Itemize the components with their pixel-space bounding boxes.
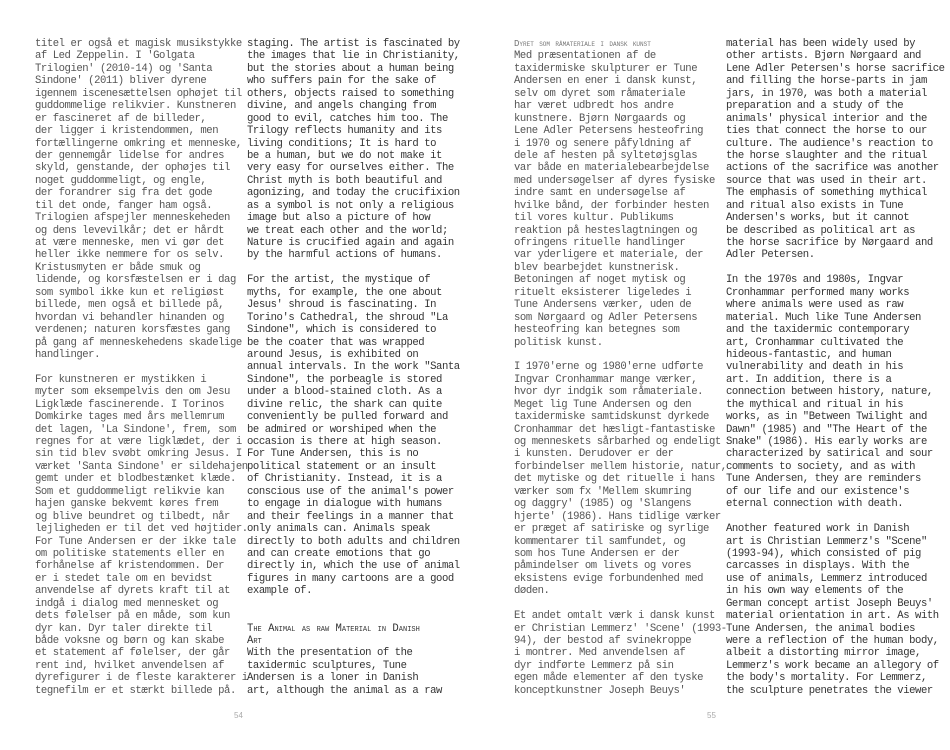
paragraph xyxy=(514,50,724,349)
text-line: Lene Adler Petersens hesteofring xyxy=(514,125,704,138)
text-line: egen måde elementer af den tyske xyxy=(514,672,704,685)
text-line: konceptkunstner Joseph Beuys' xyxy=(514,684,686,697)
text-line: Trilogy reflects humanity and its xyxy=(247,125,442,138)
text-line: Kristusmyten er både smuk og xyxy=(35,261,201,274)
text-line: material has been widely used by xyxy=(726,38,916,50)
text-line: der ligger i kristendommen, men xyxy=(35,125,219,138)
text-line: we treat each other and the world; xyxy=(247,224,448,237)
text-line: hesteofring kan betegnes som xyxy=(514,324,680,337)
text-line: lidende, og korsfæstelsen er i dag xyxy=(35,274,236,287)
paragraph xyxy=(247,38,462,262)
text-line: occasion is there at high season. xyxy=(247,436,442,448)
text-line: under a blood-stained cloth. As a xyxy=(247,386,442,399)
text-line: use of animals, Lemmerz introduced xyxy=(726,572,927,585)
text-line: Tune Andersens værker, uden de xyxy=(514,299,692,312)
text-line: Andersen en ener i dansk kunst, xyxy=(514,75,698,88)
text-line: påmindelser om livets og vores xyxy=(514,560,692,573)
text-line: verdenen; naturen korsfæstes gang xyxy=(35,324,230,337)
text-line: other artists. Bjørn Nørgaard and xyxy=(726,50,921,63)
text-line: eternal connection with death. xyxy=(726,498,904,511)
text-line: i kunsten. Derudover er der xyxy=(514,448,674,461)
column-4-english xyxy=(726,38,945,697)
text-line: divine, and angels changing from xyxy=(247,100,437,113)
text-line: of Christianity. Instead, it is a xyxy=(247,473,442,486)
text-line: dele af hesten på syltetøjsglas xyxy=(514,149,698,162)
text-line: myter som eksempelvis den om Jesu xyxy=(35,386,230,399)
text-line: i montrer. Med anvendelsen af xyxy=(514,647,686,660)
text-line: in his own way elements of the xyxy=(726,585,904,598)
text-line: har været udbredt hos andre xyxy=(514,100,674,113)
text-line: tegnefilm er et stærkt billede på. xyxy=(35,684,236,697)
text-line: be a human, but we do not make it xyxy=(247,149,442,162)
text-line: annual intervals. In the work "Santa xyxy=(247,361,460,374)
text-line: Domkirke tages med års mellemrum xyxy=(35,411,225,424)
text-line: taxidermic sculptures, Tune xyxy=(247,659,407,672)
text-line: political statement or an insult xyxy=(247,460,437,473)
text-line: The emphasis of something mythical xyxy=(726,187,927,200)
text-line: albeit a distorting mirror image, xyxy=(726,647,921,660)
paragraph xyxy=(514,610,727,697)
text-line: af Led Zeppelin. I 'Golgata xyxy=(35,50,195,63)
text-line: Andersen is a loner in Danish xyxy=(247,672,419,685)
text-line: where animals were used as raw xyxy=(726,299,904,312)
text-line: det mytiske og det rituelle i hans xyxy=(514,473,715,486)
text-line: 94), der bestod af svinekroppe xyxy=(514,635,692,647)
text-line: hajen ganske bekvemt køres frem xyxy=(35,498,219,511)
text-line: I 1970'erne og 1980'erne udførte xyxy=(514,361,704,374)
column-1-danish xyxy=(35,38,248,697)
text-line: Adler Petersen. xyxy=(726,249,815,262)
text-line: hvilke bånd, der forbinder hesten xyxy=(514,199,709,212)
text-line: example of. xyxy=(247,585,312,598)
text-line: forbindelser mellem historie, natur, xyxy=(514,460,727,473)
text-line: regnes for at være ligklædet, der i xyxy=(35,436,242,448)
text-line: politisk kunst. xyxy=(514,336,603,349)
text-line: som hos Tune Andersen er der xyxy=(514,547,680,560)
text-line: source that was used in their art. xyxy=(726,174,927,187)
text-line: For Tune Andersen er der ikke tale xyxy=(35,535,236,548)
text-line: både voksne og børn og kan skabe xyxy=(35,635,225,647)
text-line: dyrefigurer i de fleste karakterer i xyxy=(35,672,248,685)
paragraph-spacer xyxy=(514,349,724,361)
paragraph xyxy=(514,361,727,598)
text-line: staging. The artist is fascinated by xyxy=(247,38,460,50)
text-line: og dens levevilkår; det er hårdt xyxy=(35,224,225,237)
text-line: dets følelser på en måde, som kun xyxy=(35,610,230,623)
text-line: For Tune Andersen, this is no xyxy=(247,448,419,461)
text-line: anvendelse af dyrets kraft til at xyxy=(35,585,230,598)
text-line: works, as in "Between Twilight and xyxy=(726,411,927,424)
text-line: er præget af satiriske og syrlige xyxy=(514,523,709,536)
text-line: who suffers pain for the sake of xyxy=(247,75,437,88)
text-line: very easy for ourselves either. The xyxy=(247,162,454,175)
text-line: billede, men også et billede på, xyxy=(35,299,225,312)
text-line: lejligheden er til det ved højtider. xyxy=(35,523,248,536)
text-line: figures in many cartoons are a good xyxy=(247,572,454,585)
text-line: good to evil, catches him too. The xyxy=(247,112,448,125)
page-number-right: 55 xyxy=(707,711,716,720)
text-line: the body's mortality. For Lemmerz, xyxy=(726,672,927,685)
text-line: Trilogien' (2010-14) og 'Santa xyxy=(35,62,213,75)
text-line: and the taxidermic contemporary xyxy=(726,324,910,337)
text-line: og daggry' (1985) og 'Slangens xyxy=(514,498,692,511)
text-line: et statement af følelser, der går xyxy=(35,647,230,660)
text-line: Cronhammar det hæsligt-fantastiske xyxy=(514,423,715,436)
text-line: kommentarer til samfundet, og xyxy=(514,535,686,548)
paragraph xyxy=(726,38,945,262)
text-line: art is Christian Lemmerz's "Scene" xyxy=(726,535,927,548)
text-line: Et andet omtalt værk i dansk kunst xyxy=(514,610,715,623)
text-line: taxidermiske samtidskunst dyrkede xyxy=(514,411,709,424)
text-line: er Christian Lemmerz' 'Scene' (1993- xyxy=(514,622,727,635)
text-line: vulnerability and death in his xyxy=(726,361,904,374)
text-line: be admired or worshiped when the xyxy=(247,423,437,436)
text-line: Cronhammar performed many works xyxy=(726,286,910,299)
paragraph xyxy=(35,373,248,697)
text-line: Lene Adler Petersen's horse sacrifice xyxy=(726,62,945,75)
paragraph xyxy=(247,647,462,697)
section-heading: Art xyxy=(247,635,262,648)
text-line: Sindone", which is considered to xyxy=(247,324,437,337)
text-line: ties that connect the horse to our xyxy=(726,125,927,138)
paragraph xyxy=(726,274,941,510)
text-line: at være menneske, men vi gør det xyxy=(35,237,225,249)
text-line: Andersen's works, but it cannot xyxy=(726,212,910,225)
text-line: the horse slaughter and the ritual xyxy=(726,149,927,162)
text-line: Lemmerz's work became an allegory of xyxy=(726,659,939,672)
text-line: agonizing, and today the crucifixion xyxy=(247,187,460,200)
text-line: Med præsentationen af de xyxy=(514,50,656,63)
text-line: preparation and a study of the xyxy=(726,100,904,113)
paragraph-spacer xyxy=(726,511,941,523)
text-line: actions of the sacrifice was another xyxy=(726,162,939,175)
text-line: directly in, which the use of animal xyxy=(247,560,460,573)
text-line: living conditions; It is hard to xyxy=(247,137,437,150)
text-line: conveniently be pulled forward and xyxy=(247,411,448,424)
text-line: to engage in dialogue with humans xyxy=(247,498,442,511)
text-line: Jesus' shroud is fascinating. In xyxy=(247,299,437,312)
text-line: comments to society, and as with xyxy=(726,460,916,473)
text-line: i 1970 og senere påfyldning af xyxy=(514,137,692,150)
text-line: be described as political art as xyxy=(726,224,916,237)
text-line: var yderligere et materiale, der xyxy=(514,249,704,262)
text-line: fortællingerne omkring et menneske, xyxy=(35,137,242,150)
section-heading: The Animal as raw Material in Danish xyxy=(247,622,420,635)
text-line: blev bearbejdet kunstnerisk. xyxy=(514,261,680,274)
text-line: Nature is crucified again and again xyxy=(247,237,454,249)
text-line: var både en materialebearbejdelse xyxy=(514,162,709,175)
text-line: der forandrer sig fra det gode xyxy=(35,187,213,200)
text-line: Betoningen af noget mytisk og xyxy=(514,274,686,287)
text-line: eksistens evige forbundenhed med xyxy=(514,572,704,585)
text-line: Ingvar Cronhammar mange værker, xyxy=(514,373,698,386)
text-line: For the artist, the mystique of xyxy=(247,274,431,287)
text-line: directly to both adults and children xyxy=(247,535,460,548)
text-line: myths, for example, the one about xyxy=(247,286,442,299)
paragraph-spacer xyxy=(514,598,724,610)
text-line: sin tid blev svøbt omkring Jesus. I xyxy=(35,448,242,461)
column-3-danish xyxy=(514,38,727,697)
text-line: hideous-fantastic, and human xyxy=(726,348,892,361)
paragraph-spacer xyxy=(726,262,941,274)
text-line: hvor dyr indgik som råmateriale. xyxy=(514,386,704,399)
text-line: material orientation in art. As with xyxy=(726,610,939,623)
text-line: skyld, genstande, der ophøjes til xyxy=(35,162,230,175)
text-line: indre samt en undersøgelse af xyxy=(514,187,686,200)
text-line: Meget lig Tune Andersen og den xyxy=(514,398,692,411)
text-line: guddommelige relikvier. Kunstneren xyxy=(35,100,236,113)
text-line: were a reflection of the human body, xyxy=(726,635,939,647)
text-line: only animals can. Animals speak xyxy=(247,523,431,536)
text-line: jars, in 1970, was both a material xyxy=(726,87,927,100)
text-line: With the presentation of the xyxy=(247,647,413,660)
text-line: heller ikke nemmere for os selv. xyxy=(35,249,225,262)
text-line: hjerte' (1986). Hans tidlige værker xyxy=(514,510,721,523)
text-line: er i stedet tale om en bevidst xyxy=(35,572,213,585)
text-line: of our life and our existence's xyxy=(726,485,910,498)
text-line: connection between history, nature, xyxy=(726,386,933,399)
text-line: Tune Andersen, the animal bodies xyxy=(726,622,916,635)
text-line: but the stories about a human being xyxy=(247,62,454,75)
column-2-english xyxy=(247,38,462,697)
text-line: hvordan vi behandler hinanden og xyxy=(35,311,225,324)
text-line: døden. xyxy=(514,585,550,598)
text-line: Ligklæde fascinerende. I Torinos xyxy=(35,398,225,411)
text-line: dyr indførte Lemmerz på sin xyxy=(514,659,674,672)
text-line: noget guddommeligt, og engle, xyxy=(35,174,207,187)
text-line: som Nørgaard og Adler Petersens xyxy=(514,311,698,324)
text-line: selv om dyret som råmateriale xyxy=(514,87,686,100)
text-line: culture. The audience's reaction to xyxy=(726,137,933,150)
text-line: the images that lie in Christianity, xyxy=(247,50,460,63)
text-line: igennem iscenesættelsen ophøjet til xyxy=(35,87,242,100)
text-line: værker som fx 'Mellem skumring xyxy=(514,485,692,498)
text-line: (1993-94), which consisted of pig xyxy=(726,547,921,560)
text-line: art, although the animal as a raw xyxy=(247,684,442,697)
text-line: værket 'Santa Sindone' er sildehajen xyxy=(35,460,248,473)
text-line: divine relic, the shark can quite xyxy=(247,398,442,411)
text-line: og blive beundret og tilbedt, når xyxy=(35,510,230,523)
text-line: Another featured work in Danish xyxy=(726,523,910,536)
text-line: forhånelse af kristendommen. Der xyxy=(35,560,225,573)
text-line: Trilogien afspejler menneskeheden xyxy=(35,212,230,225)
text-line: For kunstneren er mystikken i xyxy=(35,373,207,386)
text-line: handlinger. xyxy=(35,348,100,361)
paragraph-spacer xyxy=(35,361,245,373)
text-line: and their feelings in a manner that xyxy=(247,510,454,523)
text-line: Torino's Cathedral, the shroud "La xyxy=(247,311,448,324)
text-line: til det onde, fanger ham også. xyxy=(35,199,213,212)
text-line: indgå i dialog med mennesket og xyxy=(35,597,219,610)
text-line: Sindone", the porbeagle is stored xyxy=(247,373,442,386)
text-line: In the 1970s and 1980s, Ingvar xyxy=(726,274,904,287)
text-line: animals' physical interior and the xyxy=(726,112,927,125)
text-line: som symbol ikke kun et religiøst xyxy=(35,286,225,299)
text-line: Dawn" (1985) and "The Heart of the xyxy=(726,423,927,436)
text-line: the sculpture penetrates the viewer xyxy=(726,684,933,697)
paragraph xyxy=(35,38,245,361)
text-line: rent ind, hvilket anvendelsen af xyxy=(35,659,225,672)
text-line: art. In addition, there is a xyxy=(726,373,892,386)
text-line: gemt under et blodbestænket klæde. xyxy=(35,473,236,486)
text-line: det lagen, 'La Sindone', frem, som xyxy=(35,423,236,436)
text-line: kunstnere. Bjørn Nørgaards og xyxy=(514,112,686,125)
text-line: Christ myth is both beautiful and xyxy=(247,174,442,187)
text-line: på gang af menneskehedens skadelige xyxy=(35,336,242,349)
text-line: titel er også et magisk musikstykke xyxy=(35,38,242,50)
text-line: carcasses in displays. With the xyxy=(726,560,910,573)
paragraph xyxy=(247,274,462,597)
paragraph xyxy=(726,523,941,697)
text-line: er fascineret af de billeder, xyxy=(35,112,207,125)
text-line: and can create emotions that go xyxy=(247,547,431,560)
text-line: others, objects raised to something xyxy=(247,87,454,100)
text-line: the mythical and ritual in his xyxy=(726,398,904,411)
section-heading: Dyret som råmateriale i dansk kunst xyxy=(514,39,651,49)
paragraph-spacer xyxy=(247,262,462,274)
text-line: om politiske statements eller en xyxy=(35,547,225,560)
text-line: the horse sacrifice by Nørgaard and xyxy=(726,237,933,249)
text-line: til vores kultur. Publikums xyxy=(514,212,674,225)
text-line: image but also a picture of how xyxy=(247,212,431,225)
text-line: characterized by satirical and sour xyxy=(726,448,933,461)
text-line: dyr kan. Dyr taler direkte til xyxy=(35,622,213,635)
text-line: og menneskets sårbarhed og endeligt xyxy=(514,436,721,448)
text-line: material. Much like Tune Andersen xyxy=(726,311,921,324)
text-line: rituelt eksisterer ligeledes i xyxy=(514,286,692,299)
text-line: German concept artist Joseph Beuys' xyxy=(726,597,933,610)
text-line: by the harmful actions of humans. xyxy=(247,249,442,262)
text-line: med undersøgelser af dyres fysiske xyxy=(514,174,715,187)
text-line: taxidermiske skulpturer er Tune xyxy=(514,62,698,75)
text-line: Tune Andersen, they are reminders xyxy=(726,473,921,486)
text-line: around Jesus, is exhibited on xyxy=(247,348,419,361)
text-line: der gennemgår lidelse for andres xyxy=(35,149,225,162)
text-line: Snake" (1986). His early works are xyxy=(726,436,927,448)
text-line: as a symbol is not only a religious xyxy=(247,199,454,212)
text-line: Sindone' (2011) bliver dyrene xyxy=(35,75,207,88)
text-line: be the coater that was wrapped xyxy=(247,336,425,349)
text-line: and ritual also exists in Tune xyxy=(726,199,904,212)
page-number-left: 54 xyxy=(234,711,243,720)
paragraph-spacer xyxy=(247,598,462,623)
text-line: and filling the horse-parts in jam xyxy=(726,75,927,88)
text-line: art, Cronhammar cultivated the xyxy=(726,336,904,349)
text-line: reaktion på hesteslagtningen og xyxy=(514,224,698,237)
text-line: ofringens rituelle handlinger xyxy=(514,237,686,249)
text-line: conscious use of the animal's power xyxy=(247,485,454,498)
text-line: Som et guddommeligt relikvie kan xyxy=(35,485,225,498)
